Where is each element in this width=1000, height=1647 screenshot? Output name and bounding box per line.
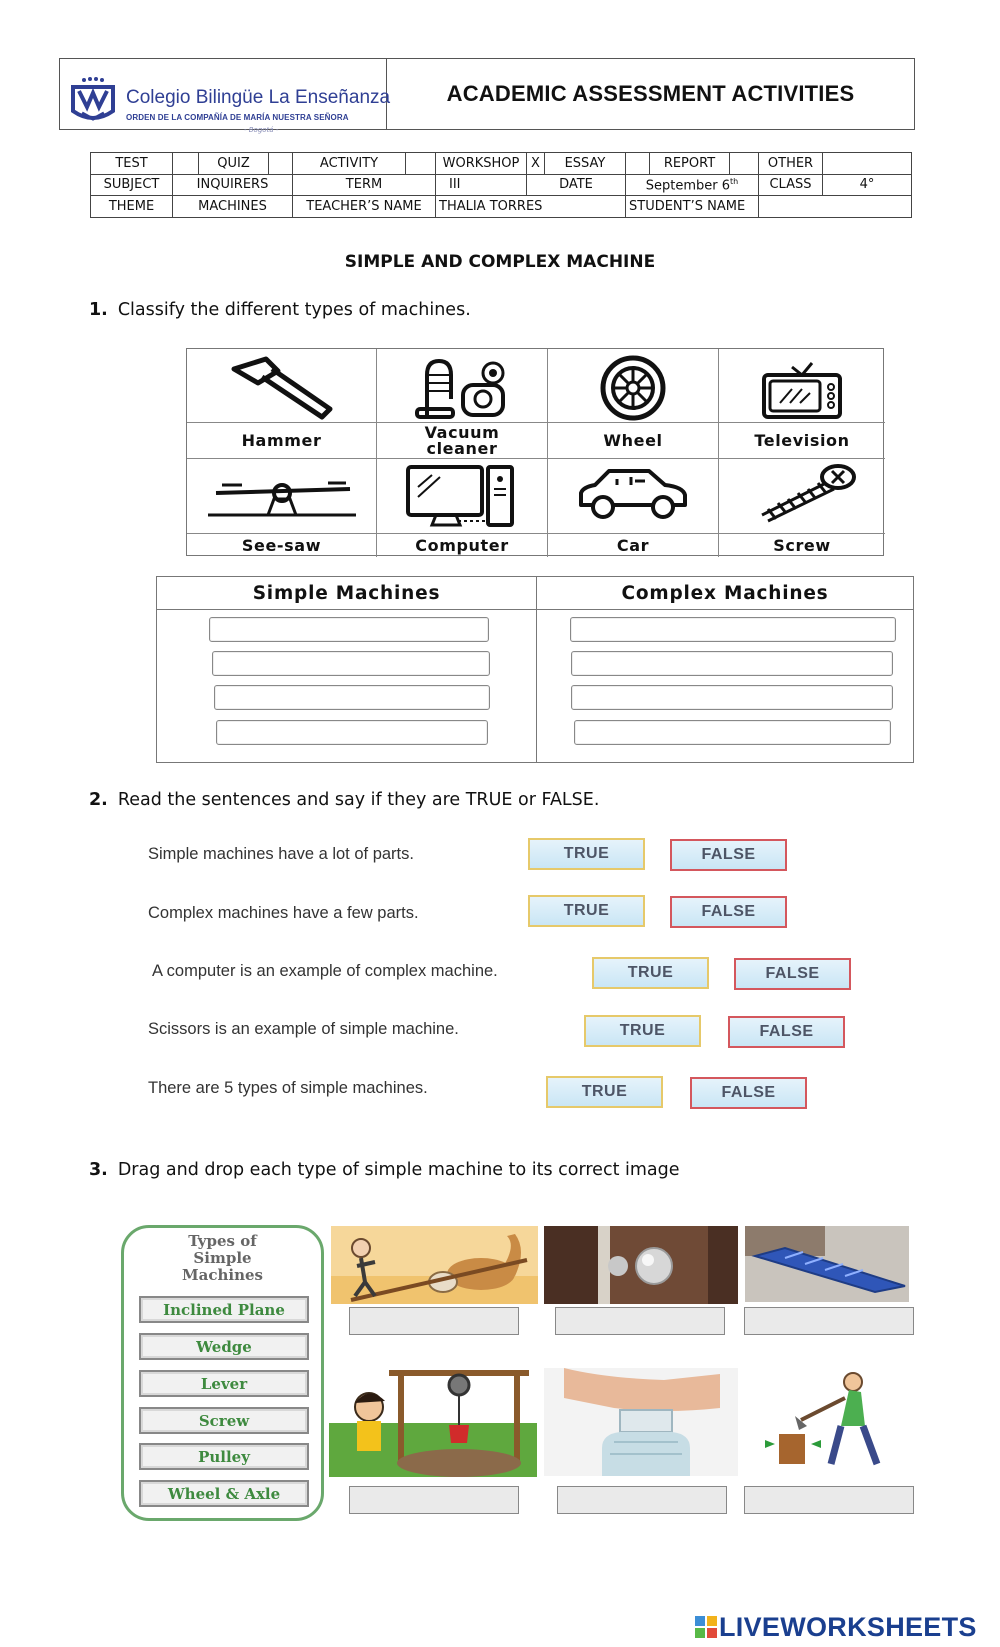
school-logo <box>60 59 391 134</box>
true-button[interactable]: TRUE <box>528 838 645 870</box>
computer-icon <box>402 463 522 529</box>
false-button[interactable]: FALSE <box>690 1077 807 1109</box>
question-1-text: Classify the different types of machines. <box>117 300 471 320</box>
false-button[interactable]: FALSE <box>728 1016 845 1048</box>
screw-icon <box>742 463 862 525</box>
simple-machines-column <box>157 577 537 762</box>
complex-machines-header: Complex Machines <box>537 577 913 610</box>
student-label: STUDENT’S NAME <box>626 196 759 218</box>
complex-answer-box[interactable] <box>571 651 893 676</box>
types-panel-title: Types of Simple Machines <box>182 1232 263 1284</box>
bottle-cap-image <box>544 1368 738 1476</box>
question-3-number: 3. <box>89 1160 108 1180</box>
classification-table <box>156 576 914 763</box>
tf-sentence: There are 5 types of simple machines. <box>148 1079 428 1097</box>
complex-answer-box[interactable] <box>570 617 896 642</box>
question-3-text: Drag and drop each type of simple machine to its correct image <box>117 1160 680 1180</box>
question-2-number: 2. <box>89 790 108 810</box>
question-3 <box>89 1160 680 1180</box>
machine-label: Vacuum cleaner <box>377 422 547 458</box>
machine-label: Computer <box>377 533 547 557</box>
subject-value: INQUIRERS <box>173 174 293 196</box>
tf-sentence: Complex machines have a few parts. <box>148 904 419 922</box>
term-value <box>436 174 527 196</box>
cell-test-mark <box>173 153 199 175</box>
simple-machines-header: Simple Machines <box>157 577 536 610</box>
cell-quiz-mark <box>269 153 293 175</box>
question-1-number: 1. <box>89 300 108 320</box>
student-name-field[interactable] <box>759 196 912 218</box>
theme-value: MACHINES <box>173 196 293 218</box>
draggable-type-screw[interactable]: Screw <box>139 1407 309 1434</box>
false-button[interactable]: FALSE <box>670 896 787 928</box>
true-button[interactable]: TRUE <box>592 957 709 989</box>
subject-row <box>91 174 912 196</box>
term-label: TERM <box>293 174 436 196</box>
cell-report-mark <box>730 153 759 175</box>
hammer-icon <box>222 355 342 423</box>
door-knob-image <box>544 1226 738 1304</box>
draggable-type-pulley[interactable]: Pulley <box>139 1443 309 1470</box>
class-label: CLASS <box>759 174 823 196</box>
school-crest-icon <box>68 77 118 125</box>
machine-label: Hammer <box>187 422 376 458</box>
wedge-axe-image <box>745 1368 909 1472</box>
machine-card-television <box>719 349 885 459</box>
question-2-text: Read the sentences and say if they are TRUE or FALSE. <box>117 790 600 810</box>
teacher-value: THALIA TORRES <box>436 196 626 218</box>
cell-other-mark <box>823 153 912 175</box>
lever-camel-image <box>331 1226 538 1304</box>
machine-card-see-saw <box>187 459 377 557</box>
draggable-type-wheel-axle[interactable]: Wheel & Axle <box>139 1480 309 1507</box>
subject-label: SUBJECT <box>91 174 173 196</box>
machine-label: Television <box>719 422 885 458</box>
machine-card-car <box>548 459 719 557</box>
school-city: - Bogotá - <box>244 126 279 134</box>
image-answer-box[interactable] <box>349 1486 519 1514</box>
cell-workshop-mark: X <box>527 153 545 175</box>
machine-label: Car <box>548 533 718 557</box>
theme-row <box>91 196 912 218</box>
theme-label: THEME <box>91 196 173 218</box>
false-button[interactable]: FALSE <box>734 958 851 990</box>
brand-text: LIVEWORKSHEETS <box>719 1612 977 1642</box>
draggable-type-inclined-plane[interactable]: Inclined Plane <box>139 1296 309 1323</box>
simple-answer-box[interactable] <box>216 720 488 745</box>
cell-other: OTHER <box>759 153 823 175</box>
liveworksheets-brand <box>695 1612 977 1643</box>
machine-label: Screw <box>719 533 885 557</box>
complex-answer-box[interactable] <box>571 685 893 710</box>
true-button[interactable]: TRUE <box>546 1076 663 1108</box>
cell-activity: ACTIVITY <box>293 153 406 175</box>
cell-quiz: QUIZ <box>199 153 269 175</box>
cell-workshop: WORKSHOP <box>436 153 527 175</box>
image-answer-box[interactable] <box>744 1307 914 1335</box>
term-value-text: III <box>449 177 461 193</box>
section-title: SIMPLE AND COMPLEX MACHINE <box>344 252 656 272</box>
liveworksheets-logo-icon <box>695 1616 717 1640</box>
machine-label: See-saw <box>187 533 376 557</box>
image-answer-box[interactable] <box>557 1486 727 1514</box>
cell-activity-mark <box>406 153 436 175</box>
complex-machines-column <box>537 577 913 762</box>
machine-card-computer <box>377 459 548 557</box>
true-button[interactable]: TRUE <box>584 1015 701 1047</box>
machine-card-hammer <box>187 349 377 459</box>
simple-answer-box[interactable] <box>209 617 489 642</box>
tf-sentence: Simple machines have a lot of parts. <box>148 845 414 863</box>
simple-answer-box[interactable] <box>214 685 490 710</box>
well-pulley-image <box>329 1367 537 1477</box>
teacher-label: TEACHER’S NAME <box>293 196 436 218</box>
question-2 <box>89 790 599 810</box>
tf-sentence: A computer is an example of complex machine. <box>152 962 498 980</box>
date-suffix: th <box>730 176 739 186</box>
school-name: Colegio Bilingüe La Enseñanza <box>126 87 391 108</box>
date-value <box>626 174 759 196</box>
image-answer-box[interactable] <box>555 1307 725 1335</box>
tf-sentence: Scissors is an example of simple machine. <box>148 1020 459 1038</box>
simple-machine-types-panel <box>121 1225 324 1521</box>
cell-essay-mark <box>626 153 650 175</box>
cell-essay: ESSAY <box>545 153 626 175</box>
machine-picture-grid <box>186 348 884 556</box>
loading-ramp-image <box>745 1226 909 1302</box>
false-button[interactable]: FALSE <box>670 839 787 871</box>
question-1 <box>89 300 471 320</box>
cell-test: TEST <box>91 153 173 175</box>
activity-type-row <box>91 153 912 175</box>
complex-answer-box[interactable] <box>574 720 891 745</box>
date-label: DATE <box>527 174 626 196</box>
assessment-info-table <box>90 152 912 218</box>
machine-label: Wheel <box>548 422 718 458</box>
page-title: ACADEMIC ASSESSMENT ACTIVITIES <box>446 81 855 106</box>
school-order: ORDEN DE LA COMPAÑÍA DE MARÍA NUESTRA SEÑORA <box>126 113 349 122</box>
simple-answer-box[interactable] <box>212 651 490 676</box>
see-saw-icon <box>202 463 362 523</box>
header <box>59 58 915 134</box>
date-value-text: September 6 <box>645 177 731 193</box>
draggable-type-wedge[interactable]: Wedge <box>139 1333 309 1360</box>
image-answer-box[interactable] <box>349 1307 519 1335</box>
true-button[interactable]: TRUE <box>528 895 645 927</box>
television-icon <box>752 355 852 421</box>
cell-report: REPORT <box>650 153 730 175</box>
image-answer-box[interactable] <box>744 1486 914 1514</box>
vacuum-cleaner-icon <box>407 355 517 419</box>
machine-card-vacuum-cleaner <box>377 349 548 459</box>
car-icon <box>573 463 693 523</box>
machine-card-screw <box>719 459 885 557</box>
draggable-type-lever[interactable]: Lever <box>139 1370 309 1397</box>
class-value: 4° <box>823 174 912 196</box>
machine-card-wheel <box>548 349 719 459</box>
wheel-icon <box>593 355 673 421</box>
